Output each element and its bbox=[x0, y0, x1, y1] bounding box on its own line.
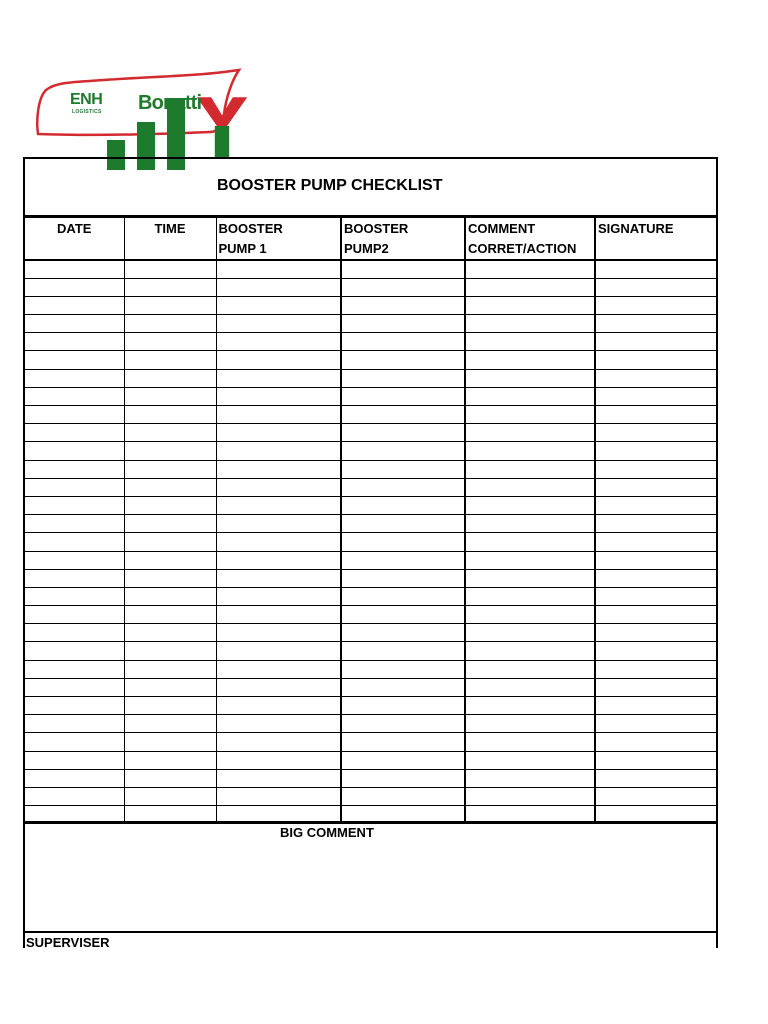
booster-pump-2-cell[interactable] bbox=[341, 587, 465, 605]
comment-cell[interactable] bbox=[465, 387, 595, 405]
booster-pump-1-cell[interactable] bbox=[216, 424, 341, 442]
table-row bbox=[25, 551, 716, 569]
booster-pump-1-cell[interactable] bbox=[216, 460, 341, 478]
time-cell[interactable] bbox=[124, 333, 216, 351]
booster-pump-1-cell[interactable] bbox=[216, 515, 341, 533]
table-row bbox=[25, 787, 716, 805]
table-row bbox=[25, 351, 716, 369]
booster-pump-2-cell[interactable] bbox=[341, 569, 465, 587]
booster-pump-2-cell[interactable] bbox=[341, 424, 465, 442]
time-cell[interactable] bbox=[124, 478, 216, 496]
booster-pump-1-cell[interactable] bbox=[216, 496, 341, 514]
signature-cell[interactable] bbox=[595, 296, 716, 314]
date-cell[interactable] bbox=[25, 769, 124, 787]
time-cell[interactable] bbox=[124, 406, 216, 424]
booster-pump-2-cell[interactable] bbox=[341, 515, 465, 533]
booster-pump-2-cell[interactable] bbox=[341, 769, 465, 787]
date-cell[interactable] bbox=[25, 697, 124, 715]
booster-pump-1-cell[interactable] bbox=[216, 587, 341, 605]
time-cell[interactable] bbox=[124, 587, 216, 605]
time-cell[interactable] bbox=[124, 606, 216, 624]
booster-pump-2-cell[interactable] bbox=[341, 369, 465, 387]
title-row bbox=[25, 159, 716, 217]
time-cell[interactable] bbox=[124, 697, 216, 715]
signature-cell[interactable] bbox=[595, 351, 716, 369]
date-cell[interactable] bbox=[25, 533, 124, 551]
signature-cell[interactable] bbox=[595, 387, 716, 405]
time-cell[interactable] bbox=[124, 642, 216, 660]
signature-cell[interactable] bbox=[595, 406, 716, 424]
date-cell[interactable] bbox=[25, 496, 124, 514]
date-cell[interactable] bbox=[25, 460, 124, 478]
table-row bbox=[25, 296, 716, 314]
table-row bbox=[25, 369, 716, 387]
comment-cell[interactable] bbox=[465, 642, 595, 660]
table-row bbox=[25, 697, 716, 715]
signature-cell[interactable] bbox=[595, 587, 716, 605]
signature-cell[interactable] bbox=[595, 442, 716, 460]
comment-cell[interactable] bbox=[465, 424, 595, 442]
booster-pump-2-cell[interactable] bbox=[341, 678, 465, 696]
date-cell[interactable] bbox=[25, 642, 124, 660]
booster-pump-1-cell[interactable] bbox=[216, 769, 341, 787]
column-header-time: TIME bbox=[124, 218, 216, 261]
time-cell[interactable] bbox=[124, 351, 216, 369]
comment-cell[interactable] bbox=[465, 533, 595, 551]
comment-cell[interactable] bbox=[465, 733, 595, 751]
table-row bbox=[25, 406, 716, 424]
date-cell[interactable] bbox=[25, 733, 124, 751]
date-cell[interactable] bbox=[25, 442, 124, 460]
signature-cell[interactable] bbox=[595, 533, 716, 551]
booster-pump-1-cell[interactable] bbox=[216, 606, 341, 624]
comment-cell[interactable] bbox=[465, 460, 595, 478]
signature-cell[interactable] bbox=[595, 569, 716, 587]
table-row bbox=[25, 733, 716, 751]
comment-cell[interactable] bbox=[465, 769, 595, 787]
big-comment-box[interactable] bbox=[25, 821, 716, 933]
booster-pump-1-cell[interactable] bbox=[216, 787, 341, 805]
superviser-label: SUPERVISER bbox=[26, 935, 110, 950]
date-cell[interactable] bbox=[25, 787, 124, 805]
comment-cell[interactable] bbox=[465, 260, 595, 278]
signature-cell[interactable] bbox=[595, 678, 716, 696]
table-row bbox=[25, 387, 716, 405]
time-cell[interactable] bbox=[124, 442, 216, 460]
comment-cell[interactable] bbox=[465, 551, 595, 569]
time-cell[interactable] bbox=[124, 769, 216, 787]
comment-cell[interactable] bbox=[465, 787, 595, 805]
comment-cell[interactable] bbox=[465, 678, 595, 696]
signature-cell[interactable] bbox=[595, 642, 716, 660]
comment-cell[interactable] bbox=[465, 406, 595, 424]
booster-pump-2-cell[interactable] bbox=[341, 260, 465, 278]
booster-pump-1-cell[interactable] bbox=[216, 351, 341, 369]
booster-pump-2-cell[interactable] bbox=[341, 697, 465, 715]
time-cell[interactable] bbox=[124, 533, 216, 551]
date-cell[interactable] bbox=[25, 315, 124, 333]
big-comment-label: BIG COMMENT bbox=[280, 825, 374, 840]
date-cell[interactable] bbox=[25, 387, 124, 405]
booster-pump-1-cell[interactable] bbox=[216, 478, 341, 496]
table-row bbox=[25, 278, 716, 296]
time-cell[interactable] bbox=[124, 715, 216, 733]
booster-pump-1-cell[interactable] bbox=[216, 315, 341, 333]
comment-cell[interactable] bbox=[465, 333, 595, 351]
signature-cell[interactable] bbox=[595, 697, 716, 715]
comment-cell[interactable] bbox=[465, 296, 595, 314]
date-cell[interactable] bbox=[25, 260, 124, 278]
date-cell[interactable] bbox=[25, 660, 124, 678]
signature-cell[interactable] bbox=[595, 624, 716, 642]
booster-pump-2-cell[interactable] bbox=[341, 624, 465, 642]
column-header-signature: SIGNATURE bbox=[595, 218, 716, 261]
booster-pump-2-cell[interactable] bbox=[341, 278, 465, 296]
comment-cell[interactable] bbox=[465, 315, 595, 333]
time-cell[interactable] bbox=[124, 387, 216, 405]
booster-pump-2-cell[interactable] bbox=[341, 387, 465, 405]
booster-pump-2-cell[interactable] bbox=[341, 478, 465, 496]
signature-cell[interactable] bbox=[595, 660, 716, 678]
signature-cell[interactable] bbox=[595, 278, 716, 296]
booster-pump-2-cell[interactable] bbox=[341, 406, 465, 424]
company-logo bbox=[34, 68, 242, 140]
signature-cell[interactable] bbox=[595, 424, 716, 442]
booster-pump-1-cell[interactable] bbox=[216, 660, 341, 678]
time-cell[interactable] bbox=[124, 787, 216, 805]
booster-pump-2-cell[interactable] bbox=[341, 660, 465, 678]
booster-pump-1-cell[interactable] bbox=[216, 533, 341, 551]
date-cell[interactable] bbox=[25, 478, 124, 496]
comment-cell[interactable] bbox=[465, 606, 595, 624]
booster-pump-1-cell[interactable] bbox=[216, 442, 341, 460]
date-cell[interactable] bbox=[25, 715, 124, 733]
date-cell[interactable] bbox=[25, 296, 124, 314]
time-cell[interactable] bbox=[124, 496, 216, 514]
comment-cell[interactable] bbox=[465, 442, 595, 460]
time-cell[interactable] bbox=[124, 260, 216, 278]
time-cell[interactable] bbox=[124, 678, 216, 696]
booster-pump-1-cell[interactable] bbox=[216, 624, 341, 642]
table-row bbox=[25, 769, 716, 787]
booster-pump-2-cell[interactable] bbox=[341, 442, 465, 460]
date-cell[interactable] bbox=[25, 278, 124, 296]
comment-cell[interactable] bbox=[465, 478, 595, 496]
booster-pump-1-cell[interactable] bbox=[216, 751, 341, 769]
booster-pump-1-cell[interactable] bbox=[216, 569, 341, 587]
table-row bbox=[25, 751, 716, 769]
time-cell[interactable] bbox=[124, 424, 216, 442]
table-row bbox=[25, 569, 716, 587]
time-cell[interactable] bbox=[124, 751, 216, 769]
booster-pump-1-cell[interactable] bbox=[216, 697, 341, 715]
checklist-form bbox=[23, 157, 718, 948]
table-row bbox=[25, 606, 716, 624]
date-cell[interactable] bbox=[25, 351, 124, 369]
logo-bonatti-text: Bonatti bbox=[138, 92, 202, 114]
booster-pump-2-cell[interactable] bbox=[341, 551, 465, 569]
time-cell[interactable] bbox=[124, 315, 216, 333]
signature-cell[interactable] bbox=[595, 715, 716, 733]
booster-pump-1-cell[interactable] bbox=[216, 278, 341, 296]
date-cell[interactable] bbox=[25, 624, 124, 642]
table-row bbox=[25, 315, 716, 333]
signature-cell[interactable] bbox=[595, 260, 716, 278]
comment-cell[interactable] bbox=[465, 751, 595, 769]
table-row bbox=[25, 624, 716, 642]
table-row bbox=[25, 515, 716, 533]
table-row bbox=[25, 424, 716, 442]
booster-pump-2-cell[interactable] bbox=[341, 733, 465, 751]
comment-cell[interactable] bbox=[465, 697, 595, 715]
comment-cell[interactable] bbox=[465, 369, 595, 387]
table-row bbox=[25, 587, 716, 605]
booster-pump-1-cell[interactable] bbox=[216, 260, 341, 278]
table-row bbox=[25, 333, 716, 351]
time-cell[interactable] bbox=[124, 460, 216, 478]
comment-cell[interactable] bbox=[465, 515, 595, 533]
date-cell[interactable] bbox=[25, 678, 124, 696]
signature-cell[interactable] bbox=[595, 460, 716, 478]
time-cell[interactable] bbox=[124, 733, 216, 751]
date-cell[interactable] bbox=[25, 333, 124, 351]
signature-cell[interactable] bbox=[595, 787, 716, 805]
time-cell[interactable] bbox=[124, 278, 216, 296]
comment-cell[interactable] bbox=[465, 496, 595, 514]
date-cell[interactable] bbox=[25, 606, 124, 624]
signature-cell[interactable] bbox=[595, 369, 716, 387]
date-cell[interactable] bbox=[25, 587, 124, 605]
time-cell[interactable] bbox=[124, 569, 216, 587]
booster-pump-2-cell[interactable] bbox=[341, 642, 465, 660]
booster-pump-1-cell[interactable] bbox=[216, 296, 341, 314]
signature-cell[interactable] bbox=[595, 515, 716, 533]
table-row bbox=[25, 260, 716, 278]
table-row bbox=[25, 678, 716, 696]
signature-cell[interactable] bbox=[595, 769, 716, 787]
table-row bbox=[25, 642, 716, 660]
booster-pump-1-cell[interactable] bbox=[216, 333, 341, 351]
booster-pump-1-cell[interactable] bbox=[216, 715, 341, 733]
table-row bbox=[25, 496, 716, 514]
comment-cell[interactable] bbox=[465, 660, 595, 678]
booster-pump-2-cell[interactable] bbox=[341, 751, 465, 769]
booster-pump-1-cell[interactable] bbox=[216, 642, 341, 660]
signature-cell[interactable] bbox=[595, 733, 716, 751]
signature-cell[interactable] bbox=[595, 606, 716, 624]
booster-pump-1-cell[interactable] bbox=[216, 733, 341, 751]
booster-pump-1-cell[interactable] bbox=[216, 406, 341, 424]
comment-cell[interactable] bbox=[465, 351, 595, 369]
signature-cell[interactable] bbox=[595, 315, 716, 333]
booster-pump-2-cell[interactable] bbox=[341, 606, 465, 624]
date-cell[interactable] bbox=[25, 424, 124, 442]
time-cell[interactable] bbox=[124, 515, 216, 533]
date-cell[interactable] bbox=[25, 515, 124, 533]
table-row bbox=[25, 442, 716, 460]
table-row bbox=[25, 660, 716, 678]
comment-cell[interactable] bbox=[465, 715, 595, 733]
booster-pump-1-cell[interactable] bbox=[216, 551, 341, 569]
logo-enh-text: ENH bbox=[70, 91, 103, 108]
booster-pump-2-cell[interactable] bbox=[341, 333, 465, 351]
date-cell[interactable] bbox=[25, 751, 124, 769]
date-cell[interactable] bbox=[25, 569, 124, 587]
table-row bbox=[25, 460, 716, 478]
booster-pump-2-cell[interactable] bbox=[341, 787, 465, 805]
comment-cell[interactable] bbox=[465, 624, 595, 642]
date-cell[interactable] bbox=[25, 551, 124, 569]
table-header-row bbox=[25, 218, 716, 261]
booster-pump-1-cell[interactable] bbox=[216, 387, 341, 405]
column-header-comment: COMMENT CORRET/ACTION bbox=[465, 218, 595, 261]
page-title: BOOSTER PUMP CHECKLIST bbox=[217, 177, 443, 194]
logo-logistics-text: LOGISTICS bbox=[72, 109, 102, 115]
column-header-booster-pump-2: BOOSTER PUMP2 bbox=[341, 218, 465, 261]
checklist-table bbox=[25, 217, 716, 824]
comment-cell[interactable] bbox=[465, 569, 595, 587]
column-header-booster-pump-1: BOOSTER PUMP 1 bbox=[216, 218, 341, 261]
booster-pump-2-cell[interactable] bbox=[341, 496, 465, 514]
time-cell[interactable] bbox=[124, 660, 216, 678]
table-row bbox=[25, 715, 716, 733]
date-cell[interactable] bbox=[25, 406, 124, 424]
date-cell[interactable] bbox=[25, 369, 124, 387]
comment-cell[interactable] bbox=[465, 278, 595, 296]
booster-pump-2-cell[interactable] bbox=[341, 351, 465, 369]
column-header-date: DATE bbox=[25, 218, 124, 261]
booster-pump-2-cell[interactable] bbox=[341, 715, 465, 733]
booster-pump-1-cell[interactable] bbox=[216, 678, 341, 696]
booster-pump-2-cell[interactable] bbox=[341, 460, 465, 478]
signature-cell[interactable] bbox=[595, 478, 716, 496]
signature-cell[interactable] bbox=[595, 551, 716, 569]
signature-cell[interactable] bbox=[595, 496, 716, 514]
booster-pump-2-cell[interactable] bbox=[341, 315, 465, 333]
time-cell[interactable] bbox=[124, 296, 216, 314]
signature-cell[interactable] bbox=[595, 751, 716, 769]
booster-pump-2-cell[interactable] bbox=[341, 296, 465, 314]
time-cell[interactable] bbox=[124, 624, 216, 642]
booster-pump-1-cell[interactable] bbox=[216, 369, 341, 387]
comment-cell[interactable] bbox=[465, 587, 595, 605]
time-cell[interactable] bbox=[124, 551, 216, 569]
time-cell[interactable] bbox=[124, 369, 216, 387]
table-row bbox=[25, 533, 716, 551]
signature-cell[interactable] bbox=[595, 333, 716, 351]
table-row bbox=[25, 478, 716, 496]
booster-pump-2-cell[interactable] bbox=[341, 533, 465, 551]
